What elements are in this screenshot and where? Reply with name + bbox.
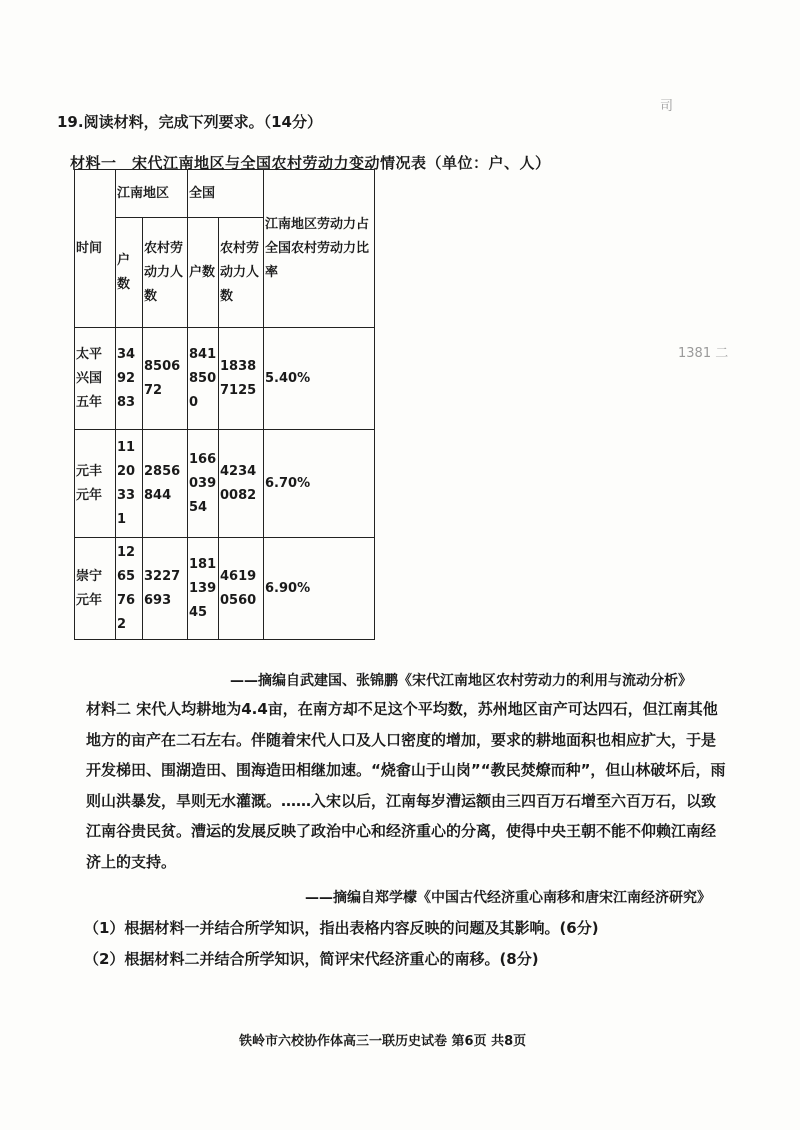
material2-text: 材料二 宋代人均耕地为4.4亩，在南方却不足这个平均数，苏州地区亩产可达四石，但江南其他地方的亩产在二石左右。伴随着宋代人口及人口密度的增加，要求的耕地面积也相应扩大，于是开发梯田、围湖造田、围海造田相继加速。“烧畲山于山岗”“教民焚燎而种”，但山林破坏后，雨则山洪暴发，旱则无水灌溉。……入宋以后，江南每岁漕运额由三四百万石增至六百万石，以致江南谷贵民贫。漕运的发展反映了政治中心和经济重心的分离，使得中央王朝不能不仰赖江南经济上的支持。 — [86, 700, 726, 871]
cell-time: 太平兴国五年 — [75, 328, 116, 430]
cell-nat-labor: 46190560 — [219, 538, 264, 640]
header-nat-households: 户数 — [188, 218, 219, 328]
question-1: （1）根据材料一并结合所学知识，指出表格内容反映的问题及其影响。(6分) — [84, 919, 599, 937]
labor-table — [74, 169, 375, 640]
cell-nat-households: 16603954 — [188, 430, 219, 538]
cell-jn-labor: 2856844 — [143, 430, 188, 538]
question-title: 19.阅读材料，完成下列要求。（14分） — [57, 113, 322, 131]
cell-jn-households: 1120331 — [116, 430, 143, 538]
cell-jn-labor: 3227693 — [143, 538, 188, 640]
cell-ratio: 6.90% — [264, 538, 375, 640]
scan-mark-mid: 1381 二 — [678, 346, 729, 361]
header-nat-labor: 农村劳动力人数 — [219, 218, 264, 328]
cell-nat-labor: 18387125 — [219, 328, 264, 430]
cell-time: 元丰元年 — [75, 430, 116, 538]
header-national: 全国 — [188, 170, 264, 218]
header-ratio: 江南地区劳动力占全国农村劳动力比率 — [264, 170, 375, 328]
cell-jn-labor: 850672 — [143, 328, 188, 430]
cell-ratio: 5.40% — [264, 328, 375, 430]
header-time: 时间 — [75, 170, 116, 328]
material2-source: ——摘编自郑学檬《中国古代经济重心南移和唐宋江南经济研究》 — [305, 890, 711, 906]
table-row — [75, 328, 375, 430]
material1-title: 材料一 宋代江南地区与全国农村劳动力变动情况表（单位：户、人） — [70, 154, 551, 172]
header-jn-labor: 农村劳动力人数 — [143, 218, 188, 328]
cell-nat-households: 18113945 — [188, 538, 219, 640]
header-jn-households: 户数 — [116, 218, 143, 328]
page-footer: 铁岭市六校协作体高三一联历史试卷 第6页 共8页 — [239, 1034, 527, 1049]
question-2: （2）根据材料二并结合所学知识，简评宋代经济重心的南移。(8分) — [84, 950, 539, 968]
cell-jn-households: 1265762 — [116, 538, 143, 640]
header-jiangnan: 江南地区 — [116, 170, 188, 218]
cell-ratio: 6.70% — [264, 430, 375, 538]
table-header-row-1 — [75, 170, 375, 218]
table-row — [75, 538, 375, 640]
cell-jn-households: 349283 — [116, 328, 143, 430]
table-row — [75, 430, 375, 538]
cell-nat-labor: 42340082 — [219, 430, 264, 538]
cell-nat-households: 8418500 — [188, 328, 219, 430]
cell-time: 崇宁元年 — [75, 538, 116, 640]
material1-source: ——摘编自武建国、张锦鹏《宋代江南地区农村劳动力的利用与流动分析》 — [230, 673, 692, 689]
scan-mark-top: 司 — [660, 99, 674, 114]
